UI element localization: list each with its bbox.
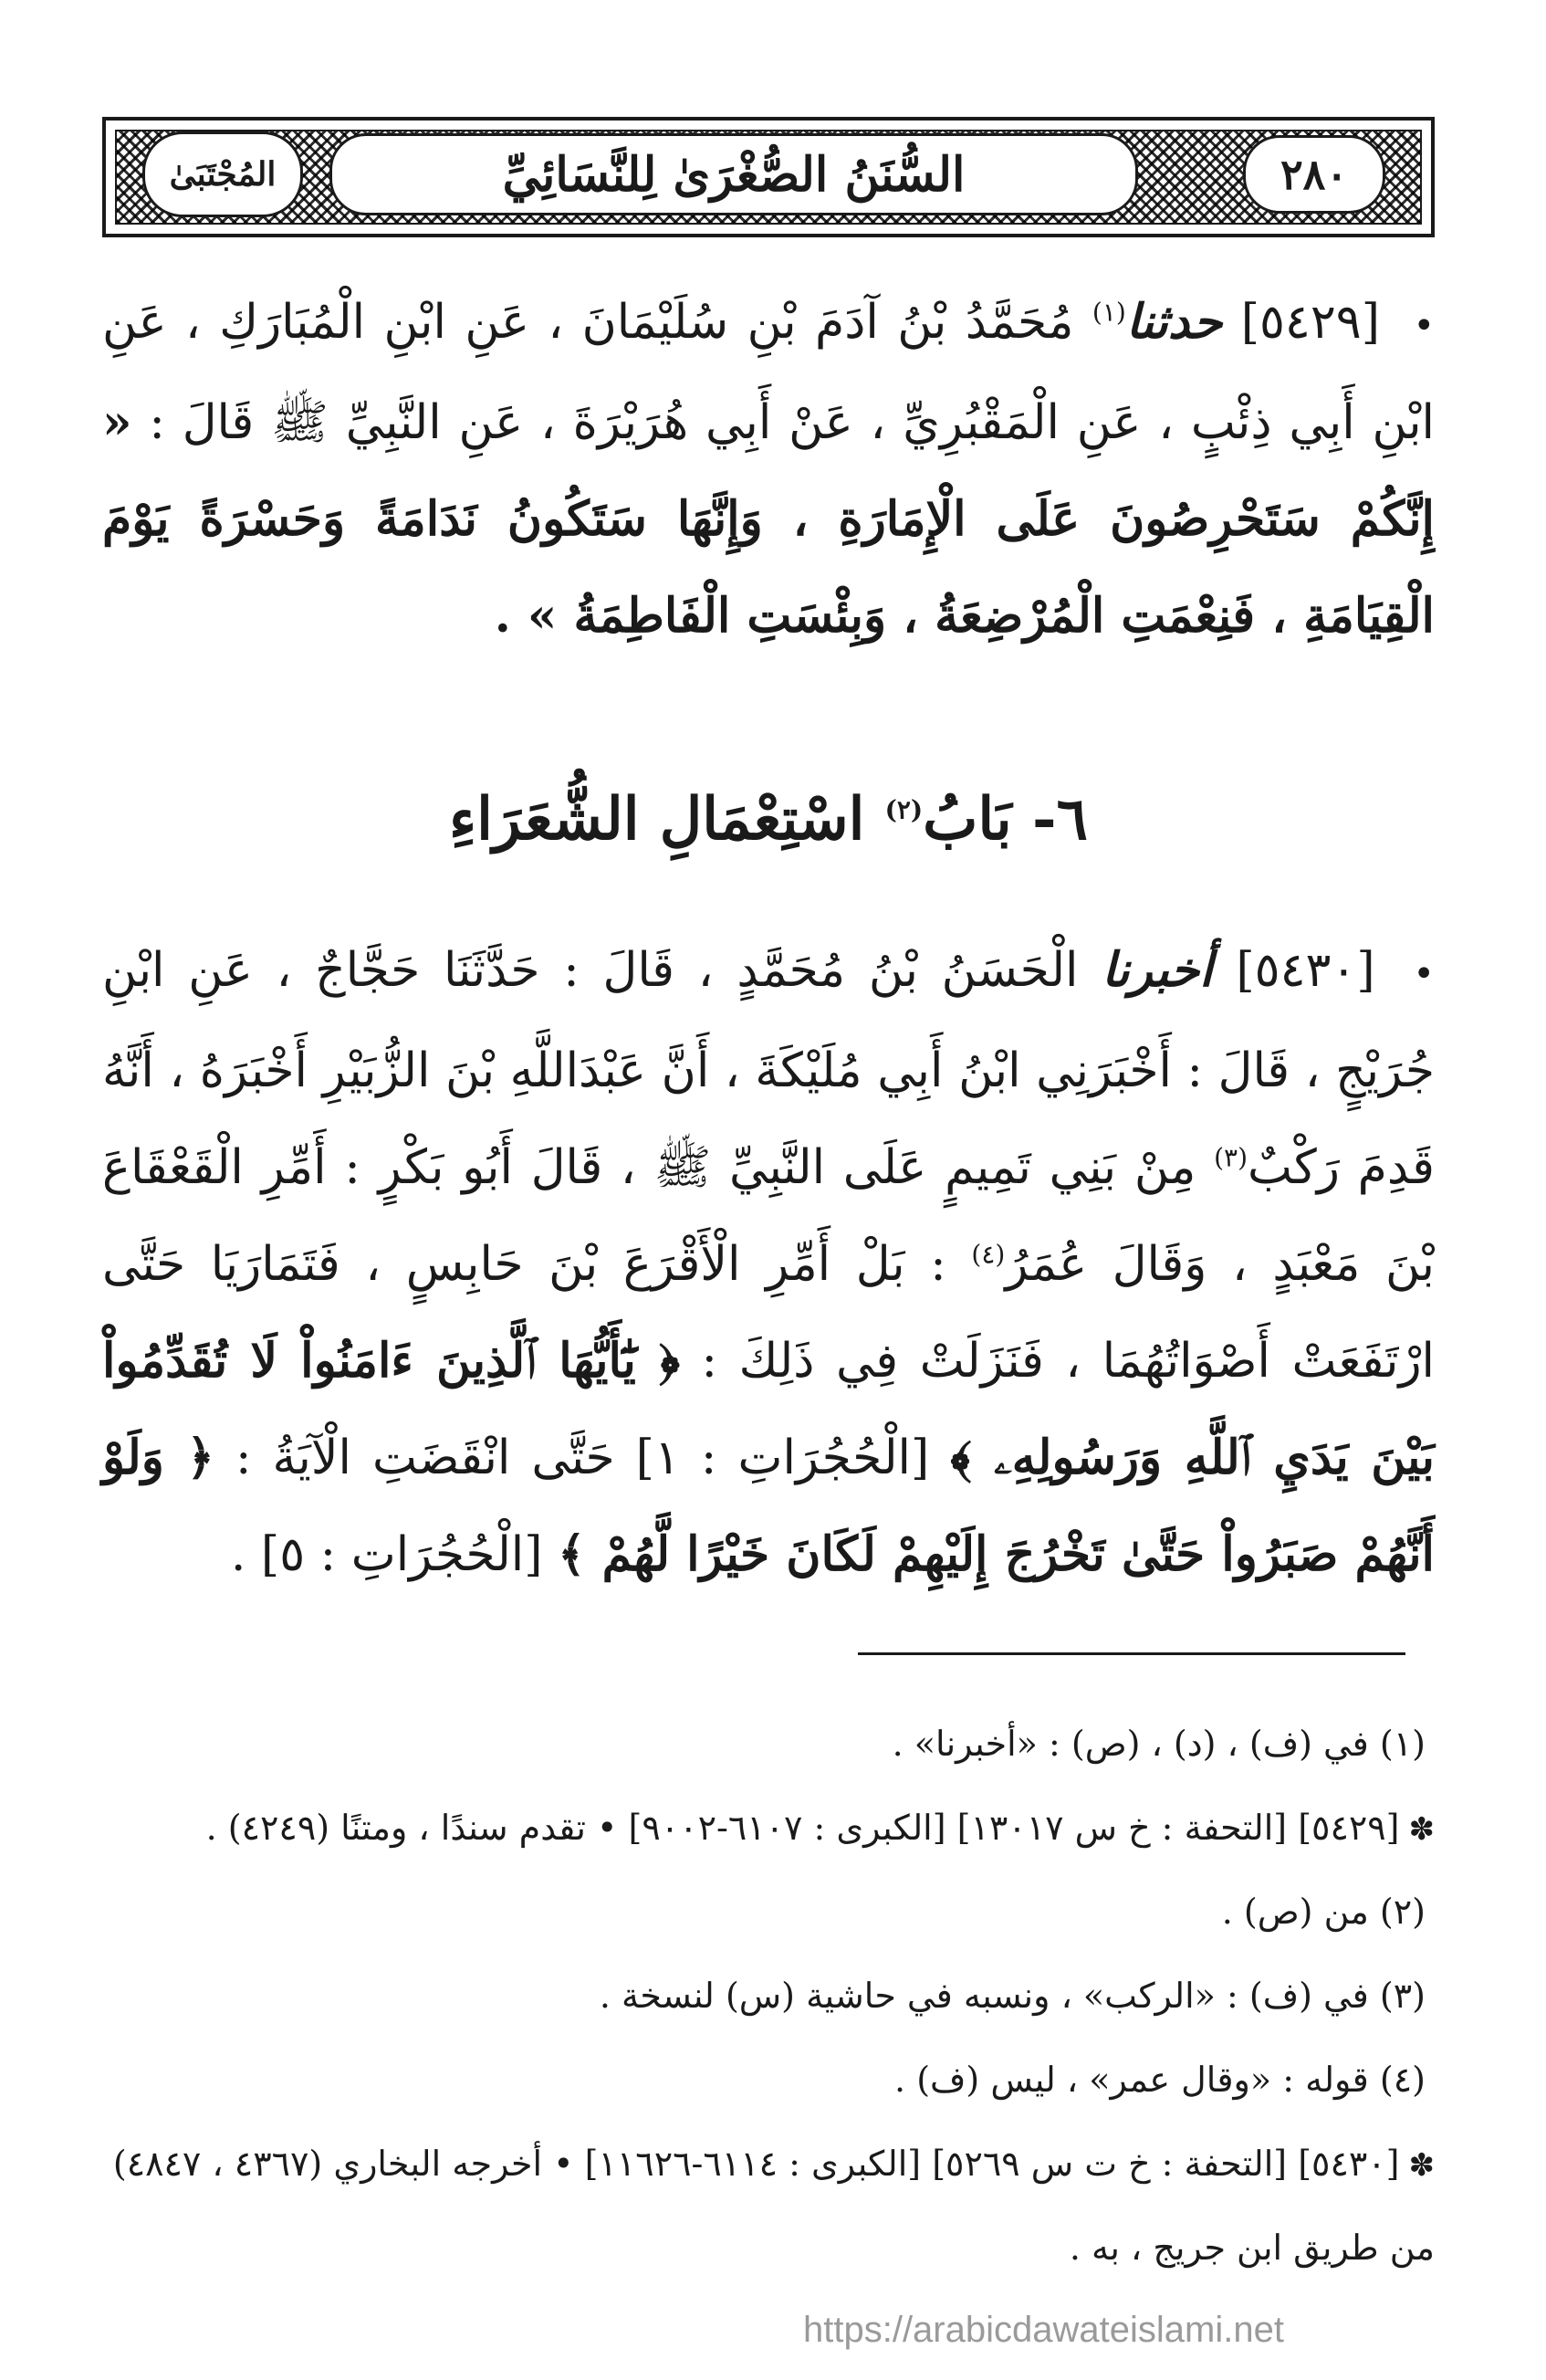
page-header	[102, 117, 1435, 237]
footnote	[102, 2039, 1435, 2123]
narration-word: أخبرنا	[1102, 942, 1213, 998]
chapter-number: ٦-	[1032, 785, 1088, 854]
quran-verse-1: ﴿ يَٰٓأَيُّهَا ٱلَّذِينَ ءَامَنُواْ لَا تُقَدِّمُواْ بَيْنَ يَدَيِ ٱللَّهِ وَرَسُولِهِۦ ﴾	[102, 1333, 1436, 1485]
footnotes	[102, 1703, 1435, 2289]
footnote	[102, 1955, 1435, 2039]
footnote-ref: (١)	[1092, 297, 1126, 328]
footnote-ref: (٤)	[971, 1239, 1006, 1270]
hadith-text-2: مِنْ بَنِي تَمِيمٍ عَلَى النَّبِيِّ ﷺ ، قَالَ أَبُو بَكْرٍ : أَمِّرِ الْقَعْقَاعَ بْنَ مَعْبَدٍ ، وَقَالَ عُمَرُ	[102, 1140, 1435, 1292]
isnad: مُحَمَّدُ بْنُ آدَمَ بْنِ سُلَيْمَانَ ، عَنِ ابْنِ الْمُبَارَكِ ، عَنِ ابْنِ أَبِي ذِئْبٍ ، عَنِ الْمَقْبُرِيِّ ، عَنْ أَبِي هُرَيْرَةَ ، عَنِ النَّبِيِّ ﷺ قَالَ :	[102, 295, 1435, 450]
page-number: ٢٨٠	[1280, 150, 1349, 199]
hadith-text-4: حَتَّى انْقَضَتِ الْآيَةُ :	[235, 1431, 615, 1485]
footnote	[102, 2123, 1435, 2289]
hadith-number: [٥٤٢٩]	[1240, 295, 1381, 350]
star-icon: ✽	[1408, 2147, 1435, 2184]
quran-ref-2: [الْحُجُرَاتِ : ٥] .	[230, 1527, 543, 1582]
narration-word: حدثنا	[1125, 294, 1223, 350]
footnote-divider	[858, 1652, 1405, 1655]
star-icon: ✽	[1408, 1811, 1435, 1848]
hadith-text-3: : بَلْ أَمِّرِ الْأَقْرَعَ بْنَ حَابِسٍ ، فَتَمَارَيَا حَتَّى ارْتَفَعَتْ أَصْوَاتُهُمَا ، فَنَزَلَتْ فِي ذَلِكَ :	[102, 1237, 1436, 1389]
hadith-5430	[102, 922, 1435, 1603]
matn: « إِنَّكُمْ سَتَحْرِصُونَ عَلَى الْإِمَارَةِ ، وَإِنَّهَا سَتَكُونُ نَدَامَةً وَحَسْرَةً يَوْمَ الْقِيَامَةِ ، فَنِعْمَتِ الْمُرْضِعَةُ ، وَبِئْسَتِ الْفَاطِمَةُ » .	[102, 394, 1435, 644]
footnote	[102, 1871, 1435, 1955]
chapter-title: اسْتِعْمَالِ الشُّعَرَاءِ	[449, 785, 865, 854]
header-title-frame	[329, 133, 1138, 215]
chapter-word: بَابُ	[923, 785, 1012, 854]
chapter-heading	[102, 785, 1435, 854]
footnote-text: [٥٤٢٩] [التحفة : خ س ١٣٠١٧] [الكبرى : ٦١٠٧-٩٠٠٢] • تقدم سندًا ، ومتنًا (٤٢٤٩) .	[205, 1808, 1400, 1848]
book-title: السُّنَنُ الصُّغْرَىٰ لِلنَّسَائِيِّ	[502, 146, 966, 203]
hadith-5429-text	[102, 274, 1435, 665]
footnote-text: (١) في (ف) ، (د) ، (ص) : «أخبرنا» .	[892, 1724, 1426, 1764]
hadith-text-1: الْحَسَنُ بْنُ مُحَمَّدٍ ، قَالَ : حَدَّثَنَا حَجَّاجٌ ، عَنِ ابْنِ جُرَيْجٍ ، قَالَ : أَخْبَرَنِي ابْنُ أَبِي مُلَيْكَةَ ، أَنَّ عَبْدَاللَّهِ بْنَ الزُّبَيْرِ أَخْبَرَهُ ، أَنَّهُ قَدِمَ رَكْبٌ	[102, 943, 1436, 1195]
footnote-text: [٥٤٣٠] [التحفة : خ ت س ٥٢٦٩] [الكبرى : ٦١١٤-١١٦٢٦] • أخرجه البخاري (٤٣٦٧ ، ٤٨٤٧) من طريق ابن جريج ، به .	[112, 2144, 1435, 2268]
quran-ref-1: [الْحُجُرَاتِ : ١]	[635, 1431, 930, 1485]
watermark: https://arabicdawateislami.net	[803, 2310, 1284, 2350]
book-logo: المُجْتَبَىٰ	[169, 155, 277, 194]
hadith-number: [٥٤٣٠]	[1236, 943, 1375, 998]
footnote	[102, 1703, 1435, 1787]
hadith-5430-text	[102, 922, 1435, 1603]
footnote-text: (٣) في (ف) : «الركب» ، ونسبه في حاشية (س) لنسخة .	[599, 1976, 1426, 2016]
bullet-icon: •	[1413, 305, 1436, 347]
footnote-text: (٤) قوله : «وقال عمر» ، ليس (ف) .	[894, 2060, 1426, 2100]
footnote-ref: (٣)	[1214, 1142, 1248, 1173]
quran-verse-2: ﴿ وَلَوْ أَنَّهُمْ صَبَرُواْ حَتَّىٰ تَخْرُجَ إِلَيْهِمْ لَكَانَ خَيْرًا لَّهُمْ ﴾	[102, 1430, 1435, 1582]
book-logo-frame	[142, 131, 303, 217]
bullet-icon: •	[1413, 953, 1436, 995]
page-number-frame	[1243, 135, 1385, 214]
footnote	[102, 1787, 1435, 1871]
hadith-5429	[102, 274, 1435, 665]
footnote-ref: (٢)	[884, 794, 924, 825]
footnote-text: (٢) من (ص) .	[1221, 1892, 1426, 1932]
